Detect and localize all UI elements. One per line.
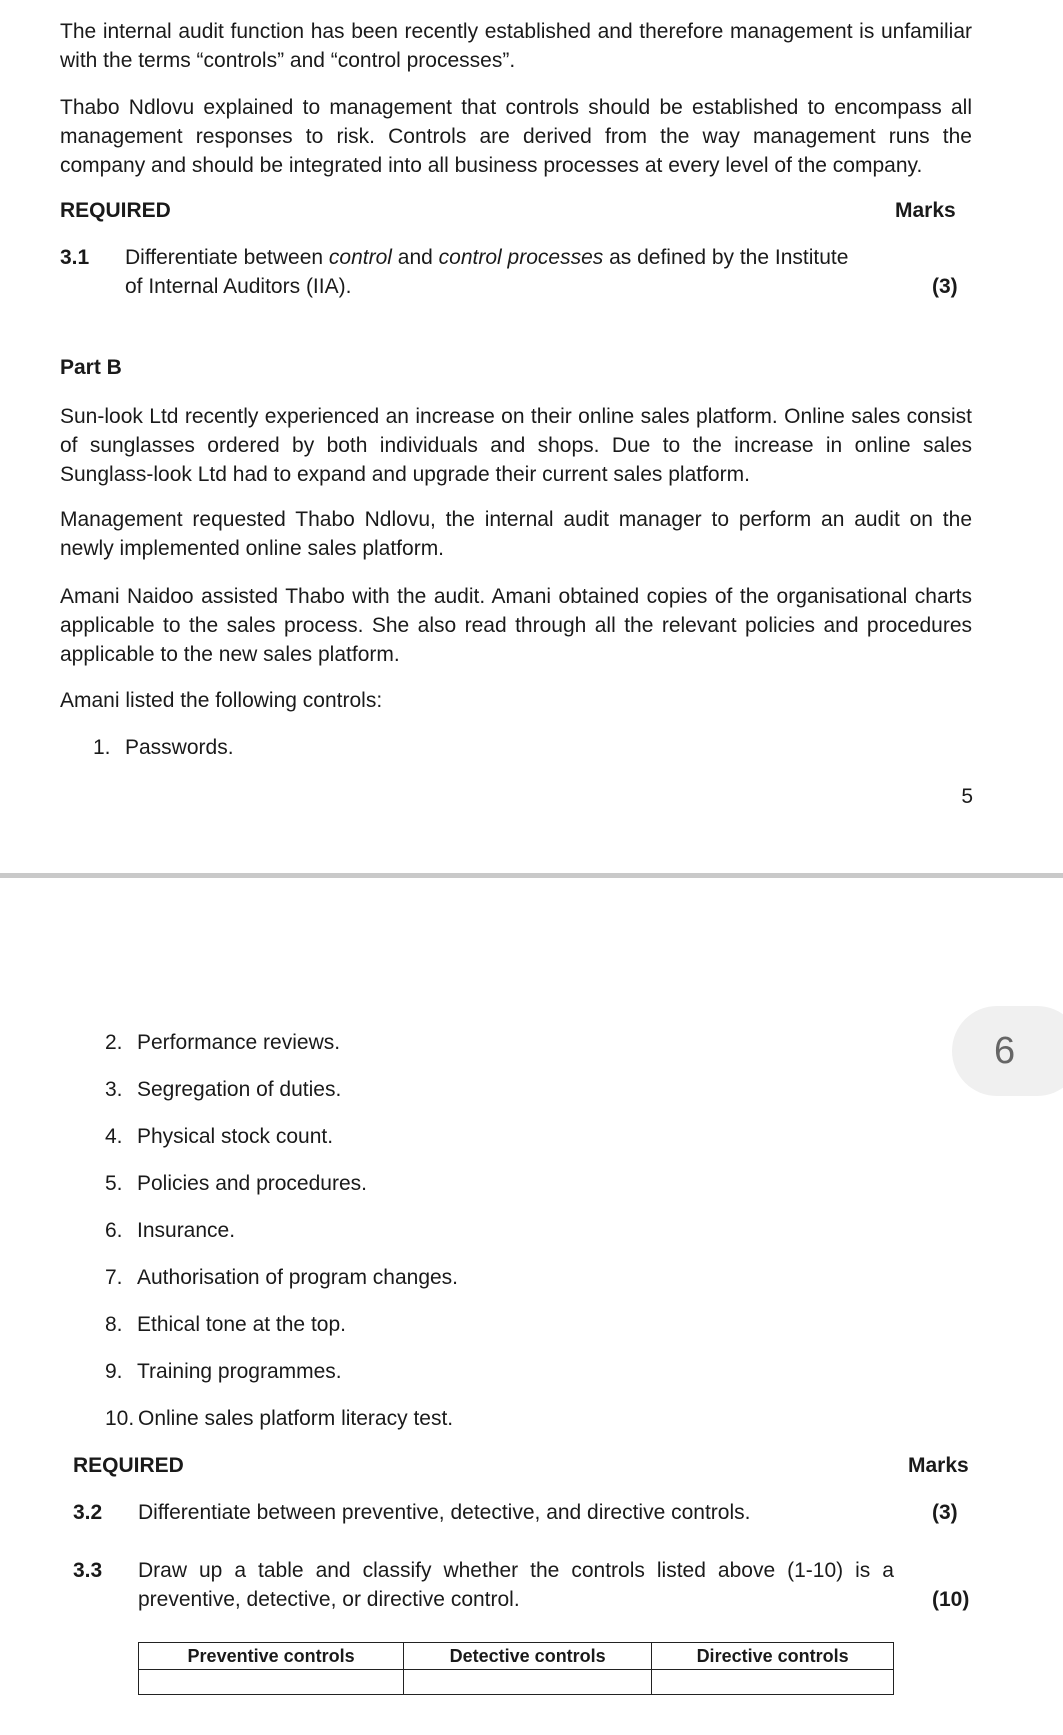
page-5: The internal audit function has been recently established and therefore management is unfamiliar with the terms “controls” and “control processes”. Thabo Ndlovu explained to management that controls should be established to encompass all management responses to risk. Controls are derived from the way management runs the company and should be integrated into all business processes at every level of the company. REQUIRED Marks 3.1 Differentiate between control and control processes as defined by the Institute of Internal Auditors (IIA). (3) Part B Sun-look Ltd recently experienced an increase on their online sales platform. Online sales consist of sunglasses ordered by both individuals and shops. Due to the increase in online sales Sunglass-look Ltd had to expand and upgrade their current sales platform. Management requested Thabo Ndlovu, the internal audit manager to perform an audit on the newly implemented online sales platform. Amani Naidoo assisted Thabo with the audit. Amani obtained copies of the organisational charts applicable to the sales process. She also read through all the relevant policies and procedures applicable to the new sales platform. Amani listed the following controls: 1. Passwords. 5 xyxy=(0,0,1063,870)
page-indicator-badge: 6 xyxy=(952,1006,1063,1096)
part-b-heading: Part B xyxy=(60,356,122,379)
marks-heading: Marks xyxy=(908,1454,969,1477)
intro-paragraph-1: The internal audit function has been recently established and therefore management is unfamiliar with the terms “controls” and “control processes”. xyxy=(60,20,972,72)
table-header-detective: Detective controls xyxy=(404,1643,652,1670)
table-cell xyxy=(139,1670,404,1695)
question-3-1-text-line2: of Internal Auditors (IIA). xyxy=(125,275,352,298)
question-3-1-text: Differentiate between control and control processes as defined by the Institute xyxy=(125,246,849,269)
required-heading: REQUIRED xyxy=(60,199,171,222)
part-b-paragraph-1: Sun-look Ltd recently experienced an increase on their online sales platform. Online sales consist of sunglasses ordered by both individuals and shops. Due to the increase in online sales Sunglass-look Ltd had to expand and upgrade their current sales platform. xyxy=(60,405,972,486)
question-3-2-marks: (3) xyxy=(932,1501,958,1524)
table-header-row xyxy=(139,1643,894,1670)
table-cell xyxy=(404,1670,652,1695)
question-3-1-marks: (3) xyxy=(932,275,958,298)
table-header-directive: Directive controls xyxy=(652,1643,894,1670)
marks-heading: Marks xyxy=(895,199,956,222)
classification-table xyxy=(138,1642,894,1695)
page-number: 5 xyxy=(961,785,973,808)
question-number: 3.1 xyxy=(60,246,90,269)
part-b-paragraph-2: Management requested Thabo Ndlovu, the internal audit manager to perform an audit on the newly implemented online sales platform. xyxy=(60,508,972,560)
question-3-3-marks: (10) xyxy=(932,1588,970,1611)
table-row xyxy=(139,1670,894,1695)
part-b-paragraph-3: Amani Naidoo assisted Thabo with the audit. Amani obtained copies of the organisational charts applicable to the sales process. She also read through all the relevant policies and procedures applicable to the new sales platform. xyxy=(60,585,972,666)
question-number: 3.2 xyxy=(73,1501,103,1524)
page-divider xyxy=(0,873,1063,878)
required-heading: REQUIRED xyxy=(73,1454,184,1477)
question-3-3-text: Draw up a table and classify whether the controls listed above (1-10) is a preventive, detective, or directive control. xyxy=(138,1559,894,1611)
table-cell xyxy=(652,1670,894,1695)
question-number: 3.3 xyxy=(73,1559,103,1582)
part-b-paragraph-4: Amani listed the following controls: xyxy=(60,689,383,712)
table-header-preventive: Preventive controls xyxy=(139,1643,404,1670)
question-3-2-text: Differentiate between preventive, detective, and directive controls. xyxy=(138,1501,751,1524)
intro-paragraph-2: Thabo Ndlovu explained to management that controls should be established to encompass all management responses to risk. Controls are derived from the way management runs the company and should be integrated into all business processes at every level of the company. xyxy=(60,96,972,177)
